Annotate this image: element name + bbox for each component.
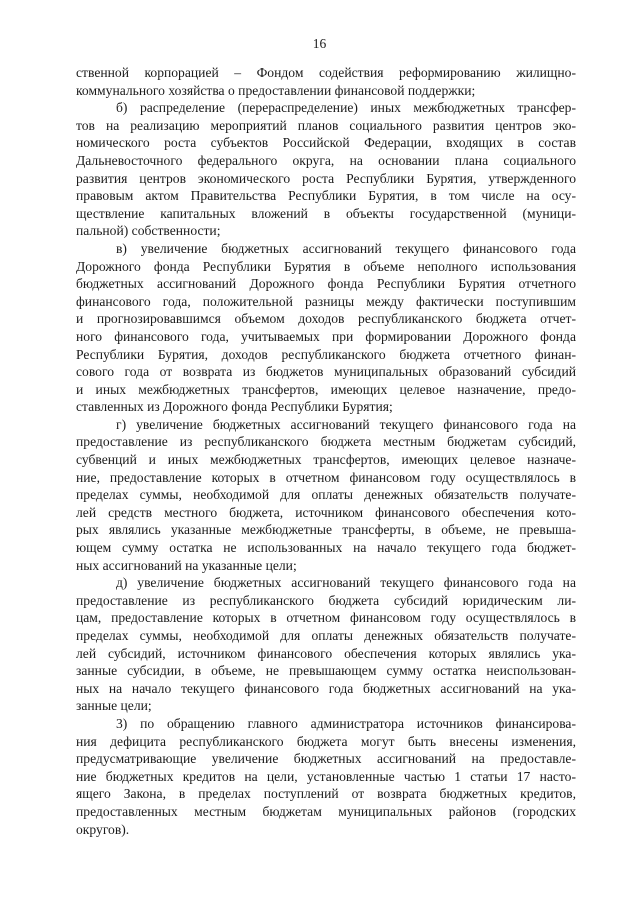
document-body — [76, 64, 576, 838]
text-line: Дорожного фонда Республики Бурятия в объеме неполного использования — [76, 258, 576, 274]
paragraph-item-v — [76, 240, 576, 416]
text-line: ящего Закона, в пределах поступлений от возврата бюджетных кредитов, — [76, 786, 576, 802]
text-line: лей средств местного бюджета, источником финансового обеспечения кото- — [76, 504, 576, 520]
text-line: округов). — [76, 821, 130, 837]
text-line: д) увеличение бюджетных ассигнований текущего финансового года на — [116, 575, 576, 591]
paragraph-item-3 — [76, 715, 576, 838]
text-line: номического роста субъектов Российской Федерации, входящих в состав — [76, 135, 576, 151]
text-line: занные цели; — [76, 698, 152, 714]
text-line: Дальневосточного федерального округа, на основании плана социального — [76, 152, 576, 168]
page-number: 16 — [312, 36, 327, 51]
text-line: ния дефицита республиканского бюджета могут быть внесены изменения, — [76, 733, 576, 749]
text-line: коммунального хозяйства о предоставлении финансовой поддержки; — [76, 82, 476, 98]
text-line: лей субсидий, источником финансового обеспечения которых являлись ука- — [76, 645, 576, 661]
paragraph-item-g — [76, 416, 576, 574]
text-line: и иных межбюджетных трансфертов, имеющих целевое назначение, предо- — [76, 381, 576, 397]
text-line: г) увеличение бюджетных ассигнований текущего финансового года на — [116, 416, 576, 432]
paragraph-item-b — [76, 99, 576, 240]
text-line: цам, предоставление которых в отчетном финансовом году осуществлялось в — [76, 610, 576, 626]
text-line: предоставление из республиканского бюджета местным бюджетам субсидий, — [76, 434, 576, 450]
text-line: пределах суммы, необходимой для оплаты денежных обязательств получате- — [76, 628, 576, 643]
text-line: сового года от возврата из бюджетов муниципальных образований субсидий — [76, 364, 576, 380]
text-line: предусматривающие увеличение бюджетных ассигнований на предоставле- — [76, 751, 576, 767]
text-line: и прогнозировавшимся объемом доходов республиканского бюджета отчет- — [76, 311, 576, 327]
text-line: в) увеличение бюджетных ассигнований текущего финансового года — [116, 240, 576, 256]
text-line: б) распределение (перераспределение) иных межбюджетных трансфер- — [116, 100, 576, 116]
text-line: ние бюджетных кредитов на цели, установленные частью 1 статьи 17 насто- — [76, 768, 576, 784]
text-line: финансового года, положительной разницы между фактически поступившим — [76, 293, 576, 309]
text-line: правовым актом Правительства Республики Бурятия, в том числе на осу- — [76, 188, 576, 204]
text-line: тов на реализацию мероприятий планов социального развития центров эко- — [76, 117, 576, 133]
paragraph-item-d — [76, 574, 576, 715]
text-line: ных на начало текущего финансового года бюджетных ассигнований на ука- — [76, 680, 576, 696]
text-line: ществление капитальных вложений в объекты государственной (муници- — [76, 205, 576, 221]
text-line: 3) по обращению главного администратора источников финансирова- — [116, 715, 576, 731]
text-line: пределах суммы, необходимой для оплаты денежных обязательств получате- — [76, 487, 576, 503]
text-line: ющем сумму остатка не использованных на начало текущего года бюджет- — [76, 540, 576, 556]
text-line: занные субсидии, в объеме, не превышающем сумму остатка неиспользован- — [76, 663, 576, 679]
text-line: ставленных из Дорожного фонда Республики Бурятия; — [76, 399, 393, 415]
text-line: субвенций и иных межбюджетных трансфертов, имеющих целевое назначе- — [76, 452, 576, 468]
text-line: ных ассигнований на указанные цели; — [76, 557, 297, 573]
text-line: рых являлись указанные межбюджетные трансферты, в объеме, не превыша- — [76, 522, 576, 538]
text-line: ственной корпорацией – Фондом содействия реформированию жилищно- — [76, 65, 576, 80]
text-line: ного финансового года, учитываемых при формировании Дорожного фонда — [76, 328, 576, 344]
text-line: пальной) собственности; — [76, 223, 221, 239]
text-line: бюджетных ассигнований Дорожного фонда Республики Бурятия отчетного — [76, 276, 576, 292]
text-line: Республики Бурятия, доходов республиканского бюджета отчетного финан- — [76, 346, 576, 362]
text-line: ние, предоставление которых в отчетном финансовом году осуществлялось в — [76, 469, 576, 485]
paragraph-continuation — [76, 64, 576, 99]
text-line: развития центров экономического роста Республики Бурятия, утвержденного — [76, 170, 576, 186]
text-line: предоставленных местным бюджетам муниципальных районов (городских — [76, 803, 576, 819]
text-line: предоставление из республиканского бюджета субсидий юридическим ли- — [76, 592, 576, 608]
